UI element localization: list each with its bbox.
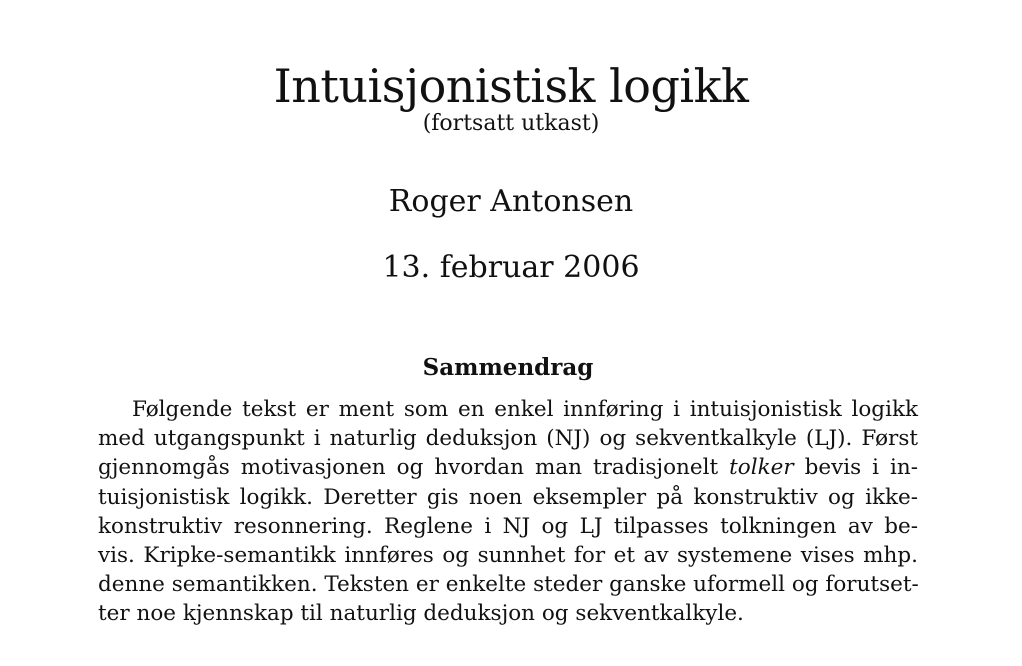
- abstract-line: Følgende tekst er ment som en enkel innføring i intuisjonistisk logikk: [132, 397, 918, 422]
- abstract-heading: Sammendrag: [422, 354, 594, 381]
- abstract-line: med utgangspunkt i naturlig deduksjon (NJ) og sekventkalkyle (LJ). Først: [98, 426, 918, 452]
- document-date: 13. februar 2006: [382, 250, 640, 285]
- abstract-line: konstruktiv resonnering. Reglene i NJ og LJ tilpasses tolkningen av be-: [98, 513, 918, 539]
- abstract-line-text: gjennomgås motivasjonen og hvordan man tradisjonelt: [98, 455, 719, 481]
- abstract-line-text: bevis i in-: [804, 455, 918, 481]
- emphasized-word: tolker: [729, 455, 794, 481]
- document-title: Intuisjonistisk logikk: [273, 59, 749, 113]
- document-subtitle: (fortsatt utkast): [422, 111, 600, 136]
- abstract-body: [98, 395, 918, 629]
- abstract-line: tuisjonistisk logikk. Deretter gis noen eksempler på konstruktiv og ikke-: [98, 484, 918, 510]
- abstract-line: [98, 453, 918, 482]
- document-author: Roger Antonsen: [388, 184, 634, 219]
- abstract-line: ter noe kjennskap til naturlig deduksjon og sekventkalkyle.: [98, 601, 744, 627]
- abstract-line: vis. Kripke-semantikk innføres og sunnhet for et av systemene vises mhp.: [98, 543, 918, 569]
- abstract-line: denne semantikken. Teksten er enkelte steder ganske uformell og forutset-: [98, 572, 919, 598]
